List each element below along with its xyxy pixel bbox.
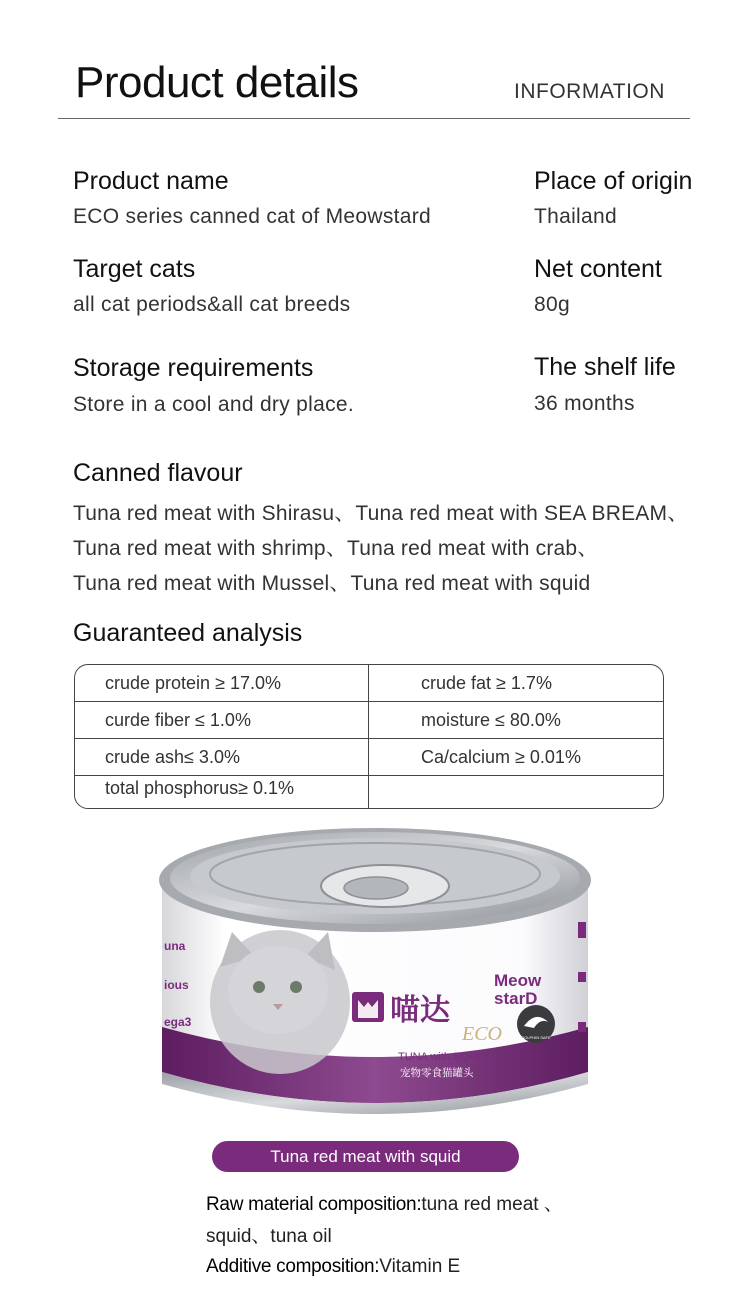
- page-subtitle: INFORMATION: [514, 80, 665, 103]
- can-subtitle: 宠物零食猫罐头: [400, 1067, 474, 1079]
- can-flavor: TUNA with SQUID: [398, 1051, 488, 1063]
- seal-text: DOLPHIN SAFE: [521, 1035, 551, 1040]
- table-cell: Ca/calcium ≥ 0.01%: [369, 739, 663, 776]
- target-cats-label: Target cats: [73, 255, 196, 283]
- shelf-life-value: 36 months: [534, 392, 635, 415]
- can-side-text: ega3: [164, 1015, 192, 1029]
- raw-material-line: [206, 1189, 563, 1216]
- place-of-origin-value: Thailand: [534, 205, 617, 228]
- additive-label: Additive composition:: [206, 1256, 380, 1277]
- product-can-image: [150, 822, 600, 1142]
- shelf-life-label: The shelf life: [534, 353, 676, 381]
- analysis-table: [74, 664, 664, 809]
- brand-en: Meow: [494, 971, 542, 990]
- table-cell: [369, 776, 663, 808]
- raw-material-label: Raw material composition:: [206, 1194, 422, 1215]
- net-content-label: Net content: [534, 255, 662, 283]
- additive-line: [206, 1256, 460, 1278]
- flavour-line: Tuna red meat with Mussel、Tuna red meat with squid: [73, 572, 591, 595]
- table-cell: crude ash≤ 3.0%: [75, 739, 369, 776]
- additive-value: Vitamin E: [379, 1256, 461, 1277]
- storage-label: Storage requirements: [73, 354, 314, 382]
- storage-value: Store in a cool and dry place.: [73, 393, 354, 416]
- product-name-label: Product name: [73, 167, 229, 195]
- can-side-text: una: [164, 939, 186, 953]
- can-side-text: ious: [164, 978, 189, 992]
- flavor-badge: Tuna red meat with squid: [212, 1141, 519, 1172]
- table-cell: crude protein ≥ 17.0%: [75, 665, 369, 702]
- guaranteed-analysis-label: Guaranteed analysis: [73, 619, 303, 647]
- flavour-line: Tuna red meat with Shirasu、Tuna red meat with SEA BREAM、: [73, 502, 689, 525]
- raw-material-value: tuna red meat 、: [421, 1194, 563, 1215]
- eco-mark: ECO: [462, 1023, 502, 1045]
- target-cats-value: all cat periods&all cat breeds: [73, 293, 351, 316]
- product-name-value: ECO series canned cat of Meowstard: [73, 205, 432, 228]
- brand-en: starD: [494, 989, 538, 1008]
- canned-flavour-label: Canned flavour: [73, 459, 243, 487]
- place-of-origin-label: Place of origin: [534, 167, 693, 195]
- table-cell: moisture ≤ 80.0%: [369, 702, 663, 739]
- net-content-value: 80g: [534, 293, 570, 316]
- flavour-line: Tuna red meat with shrimp、Tuna red meat with crab、: [73, 537, 599, 560]
- table-cell: curde fiber ≤ 1.0%: [75, 702, 369, 739]
- header-divider: [58, 118, 690, 119]
- brand-cn: 喵达: [390, 993, 450, 1028]
- raw-material-value-2: squid、tuna oil: [206, 1226, 332, 1247]
- page-title: Product details: [75, 58, 359, 107]
- table-cell: total phosphorus≥ 0.1%: [75, 776, 369, 808]
- table-cell: crude fat ≥ 1.7%: [369, 665, 663, 702]
